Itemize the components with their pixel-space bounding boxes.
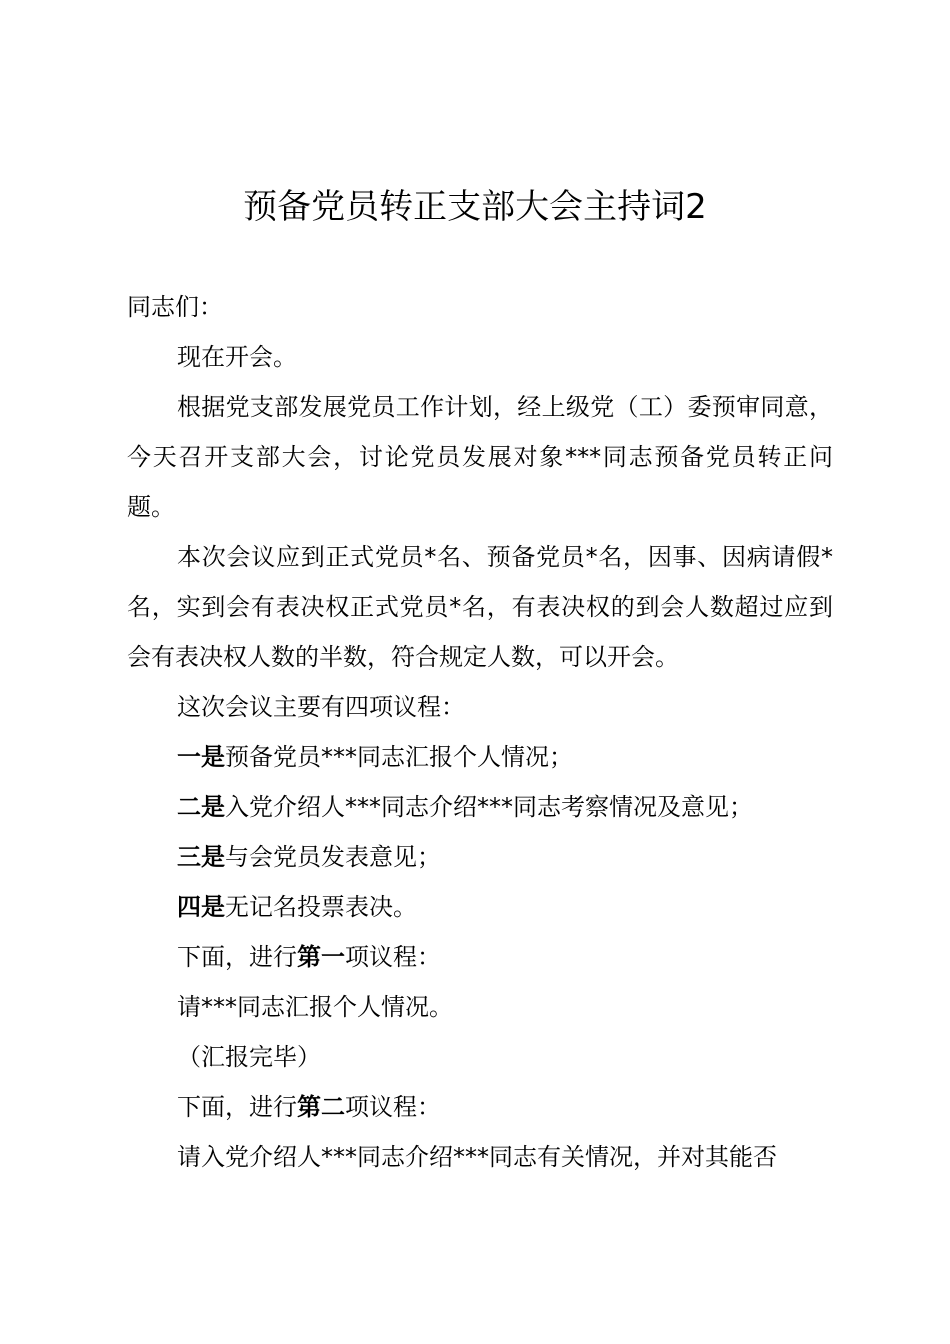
- agenda-item-4: [127, 882, 833, 932]
- agenda-item-text: 入党介绍人***同志介绍***同志考察情况及意见；: [225, 793, 753, 821]
- step-post: 项议程：: [345, 943, 441, 971]
- agenda-item-lead: 二是: [177, 793, 225, 821]
- paragraph-open-meeting: 现在开会。: [177, 343, 297, 371]
- agenda-item-1: [127, 732, 833, 782]
- step-pre: 下面，进行: [177, 1093, 297, 1121]
- paragraph-request-report: 请***同志汇报个人情况。: [177, 993, 453, 1021]
- salutation: 同志们：: [127, 293, 223, 321]
- step-number: 第二: [297, 1093, 345, 1121]
- paragraph-introducer: 请入党介绍人***同志介绍***同志有关情况，并对其能否: [177, 1143, 777, 1171]
- agenda-item-lead: 四是: [177, 893, 225, 921]
- document-title: 预备党员转正支部大会主持词2: [243, 187, 707, 227]
- agenda-item-3: [127, 832, 833, 882]
- step-pre: 下面，进行: [177, 943, 297, 971]
- paragraph-background: 根据党支部发展党员工作计划，经上级党（工）委预审同意，今天召开支部大会，讨论党员发展对象***同志预备党员转正问题。: [127, 393, 833, 521]
- paragraph-step-1: [127, 932, 833, 982]
- step-post: 项议程：: [345, 1093, 441, 1121]
- document-body: [127, 282, 833, 1182]
- paragraph-attendance: 本次会议应到正式党员*名、预备党员*名，因事、因病请假*名，实到会有表决权正式党员*名，有表决权的到会人数超过应到会有表决权人数的半数，符合规定人数，可以开会。: [127, 543, 833, 671]
- agenda-item-lead: 三是: [177, 843, 225, 871]
- paragraph-agenda-intro: 这次会议主要有四项议程：: [177, 693, 465, 721]
- agenda-item-2: [127, 782, 833, 832]
- agenda-item-text: 无记名投票表决。: [225, 893, 417, 921]
- agenda-item-lead: 一是: [177, 743, 225, 771]
- paragraph-step-2: [127, 1082, 833, 1132]
- step-number: 第一: [297, 943, 345, 971]
- paragraph-report-done: （汇报完毕）: [177, 1043, 321, 1071]
- agenda-item-text: 与会党员发表意见；: [225, 843, 441, 871]
- agenda-item-text: 预备党员***同志汇报个人情况；: [225, 743, 573, 771]
